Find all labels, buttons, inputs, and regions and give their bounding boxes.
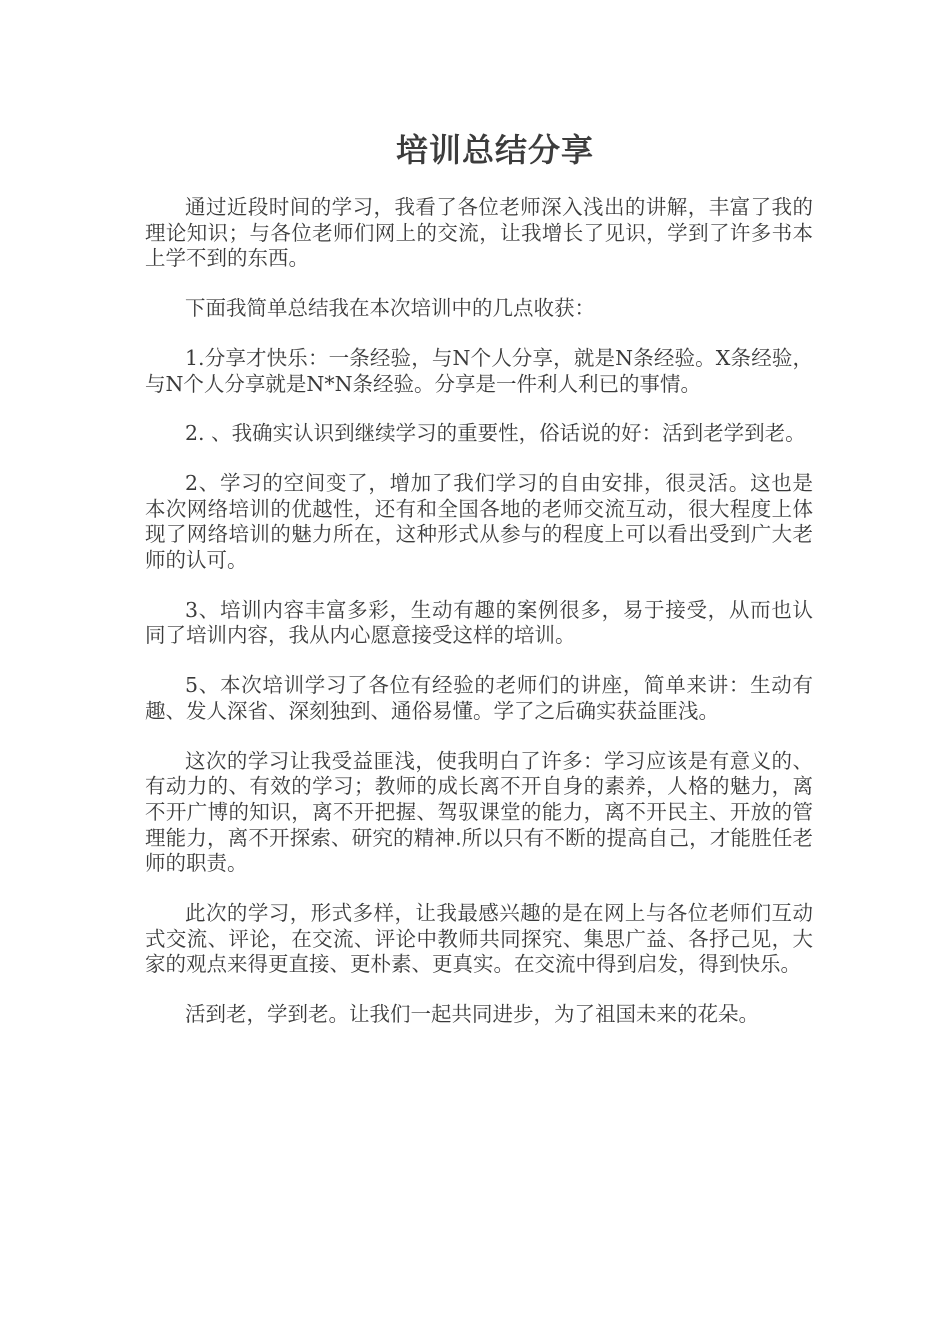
- paragraph-point-2b: 2、学习的空间变了，增加了我们学习的自由安排，很灵活。这也是本次网络培训的优越性，还有和全国各地的老师交流互动，很大程度上体现了网络培训的魅力所在，这种形式从参与的程度上可以看出受到广大老师的认可。: [145, 470, 813, 573]
- paragraph-point-5: 5、本次培训学习了各位有经验的老师们的讲座，简单来讲：生动有趣、发人深省、深刻独到、通俗易懂。学了之后确实获益匪浅。: [145, 673, 813, 723]
- paragraph-point-1: 1.分享才快乐：一条经验，与N个人分享，就是N条经验。X条经验，与N个人分享就是N*N条经验。分享是一件利人利已的事情。: [145, 345, 813, 396]
- paragraph-intro: 通过近段时间的学习，我看了各位老师深入浅出的讲解，丰富了我的理论知识；与各位老师们网上的交流，让我增长了见识，学到了许多书本上学不到的东西。: [145, 195, 813, 271]
- paragraph-closing: 活到老，学到老。让我们一起共同进步，为了祖国未来的花朵。: [185, 1002, 759, 1027]
- paragraph-point-2a: 2. 、我确实认识到继续学习的重要性，俗话说的好：活到老学到老。: [185, 421, 806, 446]
- paragraph-reflection: 这次的学习让我受益匪浅，使我明白了许多：学习应该是有意义的、有动力的、有效的学习；教师的成长离不开自身的素养，人格的魅力，离不开广博的知识，离不开把握、驾驭课堂的能力，离不开民主、开放的管理能力，离不开探索、研究的精神.所以只有不断的提高自己，才能胜任老师的职责。: [145, 748, 813, 876]
- document-body: [145, 195, 813, 1052]
- document-title: 培训总结分享: [395, 131, 594, 169]
- paragraph-exchange: 此次的学习，形式多样，让我最感兴趣的是在网上与各位老师们互动式交流、评论，在交流、评论中教师共同探究、集思广益、各抒己见，大家的观点来得更直接、更朴素、更真实。在交流中得到启发，得到快乐。: [145, 901, 813, 977]
- paragraph-point-3: 3、培训内容丰富多彩，生动有趣的案例很多，易于接受，从而也认同了培训内容，我从内心愿意接受这样的培训。: [145, 597, 813, 648]
- paragraph-summary-lead: 下面我简单总结我在本次培训中的几点收获：: [185, 296, 595, 321]
